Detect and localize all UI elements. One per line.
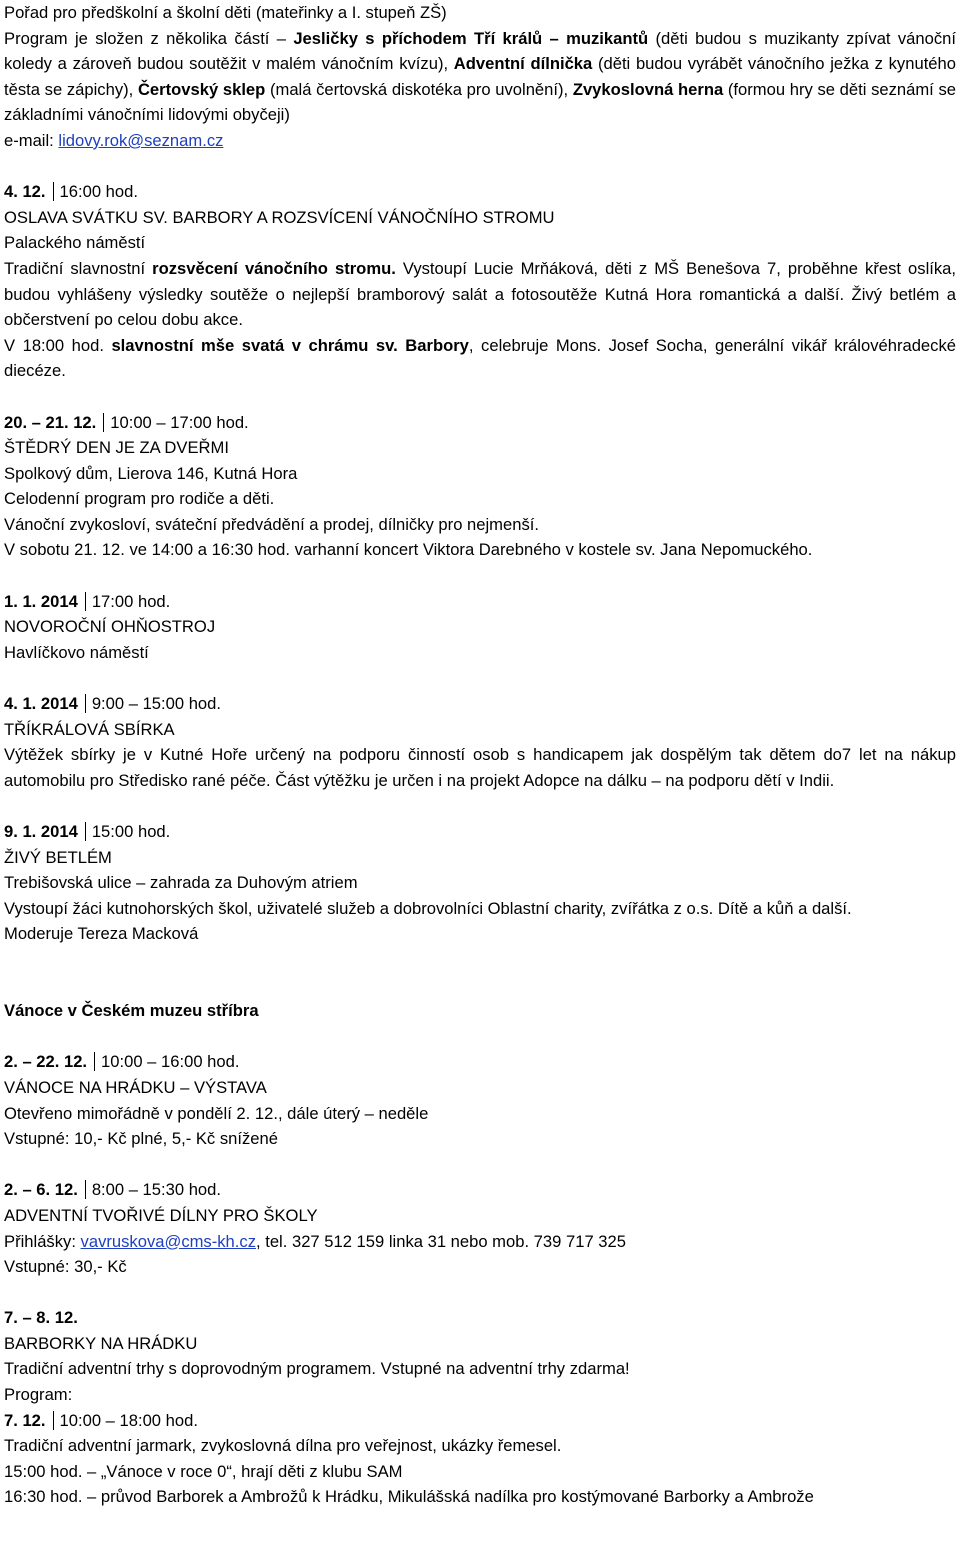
event-mass-note: V 18:00 hod. slavnostní mše svatá v chrámu sv. Barbory, celebruje Mons. Josef Socha, generální vikář královéhradecké diecéze. [4,335,956,381]
date-separator [53,1411,54,1430]
event-date: 20. – 21. 12. [4,412,97,432]
date-separator [85,822,86,841]
event-place: Palackého náměstí [4,233,146,253]
event-date: 7. – 8. 12. [4,1308,78,1328]
registration-email-link[interactable]: vavruskova@cms-kh.cz [80,1231,256,1251]
event-date-line [4,1177,956,1203]
event-description: Tradiční slavnostní rozsvěcení vánočního stromu. Vystoupí Lucie Mrňáková, děti z MŠ Benešova 7, proběhne křest oslíka, budou vyhlášeny výsledky soutěže o nejlepší bramborový salát a fotosoutěže Kutná Hora romantická a další. Živý betlém a občerstvení po celou dobu akce. [4,258,956,330]
event-fee: Vstupné: 30,- Kč [4,1257,127,1277]
event-date-line [4,589,956,615]
event-date-line [4,691,956,717]
event-date: 4. 1. 2014 [4,694,78,714]
event-date: 9. 1. 2014 [4,822,78,841]
event-date-line [4,179,956,205]
event-date: 4. 12. [4,182,46,202]
intro-first-line: Pořad pro předškolní a školní děti (mateřinky a I. stupeň ZŠ) [4,3,447,22]
event-time: 10:00 – 16:00 hod. [101,1052,240,1072]
event-date: 2. – 22. 12. [4,1052,88,1072]
event-date-line [4,1408,956,1434]
event-date: 7. 12. [4,1410,46,1430]
event-time: 10:00 – 17:00 hod. [110,412,249,432]
event-opening-hours: Otevřeno mimořádně v pondělí 2. 12., dále úterý – neděle [4,1103,429,1123]
event-date-line [4,1305,956,1331]
intro-program-paragraph: Program je složen z několika částí – Jesličky s příchodem Tří králů – muzikantů (děti budou s muzikanty zpívat vánoční koledy a zároveň budou soutěžit v malém vánočním kvízu), Adventní dílnička (děti budou vyrábět vánočního ježka z kynutého těsta se zápichy), Čertovský sklep (malá čertovská diskotéka pro uvolnění), Zvykoslovná herna (formou hry se děti seznámí se základními vánočními lidovými obyčeji) [4,28,956,125]
event-registration: Přihlášky: vavruskova@cms-kh.cz, tel. 327 512 159 linka 31 nebo mob. 739 717 325 [4,1231,626,1251]
event-time: 16:00 hod. [59,182,138,202]
event-description: Tradiční adventní trhy s doprovodným programem. Vstupné na adventní trhy zdarma! [4,1359,630,1379]
date-separator [85,592,86,611]
date-separator [103,413,104,432]
event-text-line: Celodenní program pro rodiče a děti. [4,489,275,509]
event-place: Spolkový dům, Lierova 146, Kutná Hora [4,463,298,483]
event-date-line [4,819,956,845]
event-title: TŘÍKRÁLOVÁ SBÍRKA [4,719,175,739]
event-title: BARBORKY NA HRÁDKU [4,1333,198,1353]
intro-email-link[interactable]: lidovy.rok@seznam.cz [58,130,224,150]
event-title: ADVENTNÍ TVOŘIVÉ DÍLNY PRO ŠKOLY [4,1205,318,1225]
event-time: 8:00 – 15:30 hod. [91,1180,221,1200]
event-time: 9:00 – 15:00 hod. [91,694,222,714]
event-place: Havlíčkovo náměstí [4,642,149,662]
program-label: Program: [4,1385,73,1405]
event-time: 17:00 hod. [91,591,171,611]
date-separator [85,694,86,713]
event-description: Vystoupí žáci kutnohorských škol, uživatelé služeb a dobrovolníci Oblastní charity, zvířátka z o.s. Dítě a kůň a další. [4,898,852,918]
event-date: 1. 1. 2014 [4,591,78,611]
document-body [4,0,956,1510]
event-date-line [4,410,956,436]
program-item: Tradiční adventní jarmark, zvykoslovná dílna pro veřejnost, ukázky řemesel. [4,1436,562,1456]
date-separator [85,1180,86,1199]
intro-email-line: e-mail: lidovy.rok@seznam.cz [4,130,224,150]
event-date: 2. – 6. 12. [4,1180,78,1200]
date-separator [53,182,54,201]
event-time: 15:00 hod. [91,822,171,841]
event-moderator: Moderuje Tereza Macková [4,924,199,944]
program-item: 16:30 hod. – průvod Barborek a Ambrožů k Hrádku, Mikulášská nadílka pro kostýmované Barborky a Ambrože [4,1487,814,1507]
event-title: ŠTĚDRÝ DEN JE ZA DVEŘMI [4,438,229,458]
event-title: OSLAVA SVÁTKU SV. BARBORY A ROZSVÍCENÍ VÁNOČNÍHO STROMU [4,207,555,227]
event-text-line: V sobotu 21. 12. ve 14:00 a 16:30 hod. varhanní koncert Viktora Darebného v kostele sv. Jana Nepomuckého. [4,540,813,560]
event-time: 10:00 – 18:00 hod. [59,1410,198,1430]
event-title: NOVOROČNÍ OHŇOSTROJ [4,617,216,637]
event-date-line [4,1049,956,1075]
event-title: ŽIVÝ BETLÉM [4,847,112,867]
event-text-line: Vánoční zvykosloví, sváteční předvádění a prodej, dílničky pro nejmenší. [4,514,539,534]
program-item: 15:00 hod. – „Vánoce v roce 0“, hrají děti z klubu SAM [4,1461,403,1481]
section-heading: Vánoce v Českém muzeu stříbra [4,1001,259,1021]
event-description: Výtěžek sbírky je v Kutné Hoře určený na podporu činností osob s handicapem jak dospělým tak dětem do7 let na nákup automobilu pro Středisko rané péče. Část výtěžku je určen i na projekt Adopce na dálku – na podporu dětí v Indii. [4,745,956,790]
event-place: Trebišovská ulice – zahrada za Duhovým atriem [4,873,358,893]
date-separator [94,1052,95,1071]
event-title: VÁNOCE NA HRÁDKU – VÝSTAVA [4,1077,267,1097]
event-fee: Vstupné: 10,- Kč plné, 5,- Kč snížené [4,1129,278,1149]
